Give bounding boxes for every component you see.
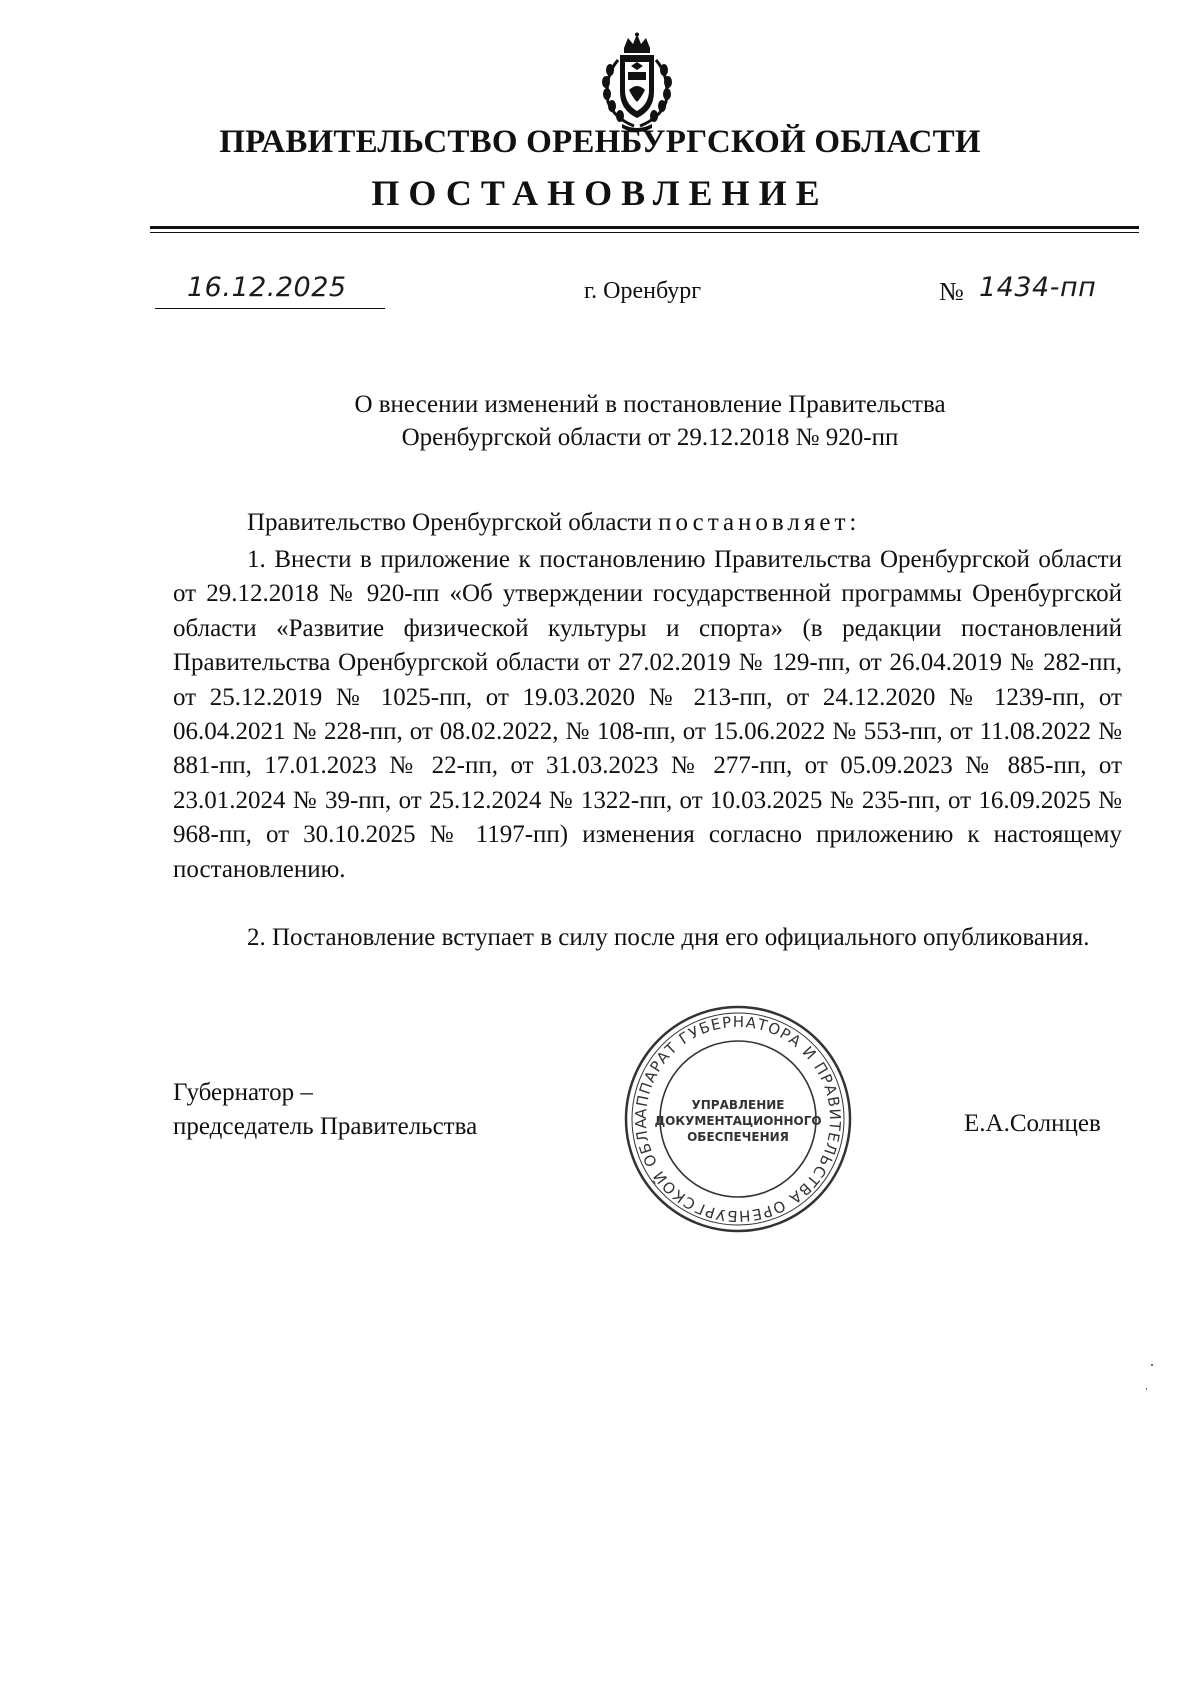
stamp-center-line: УПРАВЛЕНИЕ [691, 1098, 785, 1112]
signatory-name: Е.А.Солнцев [964, 1110, 1101, 1137]
document-date: 16.12.2025 [187, 272, 347, 303]
preamble-verb: постановляет: [658, 509, 861, 536]
document-number: 1434-пп [979, 272, 1097, 303]
document-type-title: ПОСТАНОВЛЕНИЕ [371, 173, 829, 213]
signatory-title-line: Губернатор – [173, 1079, 313, 1106]
document-date-field [155, 268, 385, 312]
stamp-center-text [622, 1097, 854, 1145]
preamble-prefix: Правительство Оренбургской области [247, 509, 652, 536]
document-city: г. Оренбург [584, 278, 702, 304]
body-item-1: 1. Внести в приложение к постановлению Правительства Оренбургской области от 29.12.2018 № 920-пп «Об утверждении государственной программы Оренбургской области «Развитие физической культуры и спорта» (в редакции постановлений Правительства Оренбургской области от 27.02.2019 № 129-пп, от 26.04.2019 № 282-пп, от 25.12.2019 № 1025-пп, от 19.03.2020 № 213-пп, от 24.12.2020 № 1239-пп, от 06.04.2021 № 228-пп, от 08.02.2022, № 108-пп, от 15.06.2022 № 553-пп, от 11.08.2022 № 881-пп, 17.01.2023 № 22-пп, от 31.03.2023 № 277-пп, от 05.09.2023 № 885-пп, от 23.01.2024 № 39-пп, от 25.12.2024 № 1322-пп, от 10.03.2025 № 235-пп, от 16.09.2025 № 968-пп, от 30.10.2025 № 1197-пп) изменения согласно приложению к настоящему постановлению. [173, 546, 1122, 883]
organization-title: ПРАВИТЕЛЬСТВО ОРЕНБУРГСКОЙ ОБЛАСТИ [219, 124, 981, 160]
signatory-title [173, 1076, 477, 1144]
stamp-center-line: ДОКУМЕНТАЦИОННОГО [654, 1114, 822, 1128]
official-stamp [622, 1003, 854, 1235]
stamp-center-line: ОБЕСПЕЧЕНИЯ [687, 1130, 789, 1144]
stamp-ring-text: АППАРАТ ГУБЕРНАТОРА И ПРАВИТЕЛЬСТВА ОРЕНБУРГСКОЙ ОБЛА [631, 1012, 845, 1226]
subject-line: О внесении изменений в постановление Правительства [354, 391, 946, 418]
signatory-title-line: председатель Правительства [173, 1113, 478, 1140]
scan-speck [1146, 1388, 1147, 1390]
date-underline [155, 308, 385, 309]
header-rule-thin [150, 232, 1139, 233]
coat-of-arms-icon [598, 32, 676, 132]
document-subject [150, 388, 1150, 454]
scan-speck [1151, 1364, 1153, 1366]
header-rule-thick [150, 226, 1139, 229]
preamble [247, 509, 860, 537]
number-sign: № [939, 277, 964, 306]
body-item-2: 2. Постановление вступает в силу после дня его официального опубликования. [247, 924, 1090, 951]
subject-line: Оренбургской области от 29.12.2018 № 920-пп [401, 424, 899, 451]
document-number-field [939, 268, 1119, 312]
